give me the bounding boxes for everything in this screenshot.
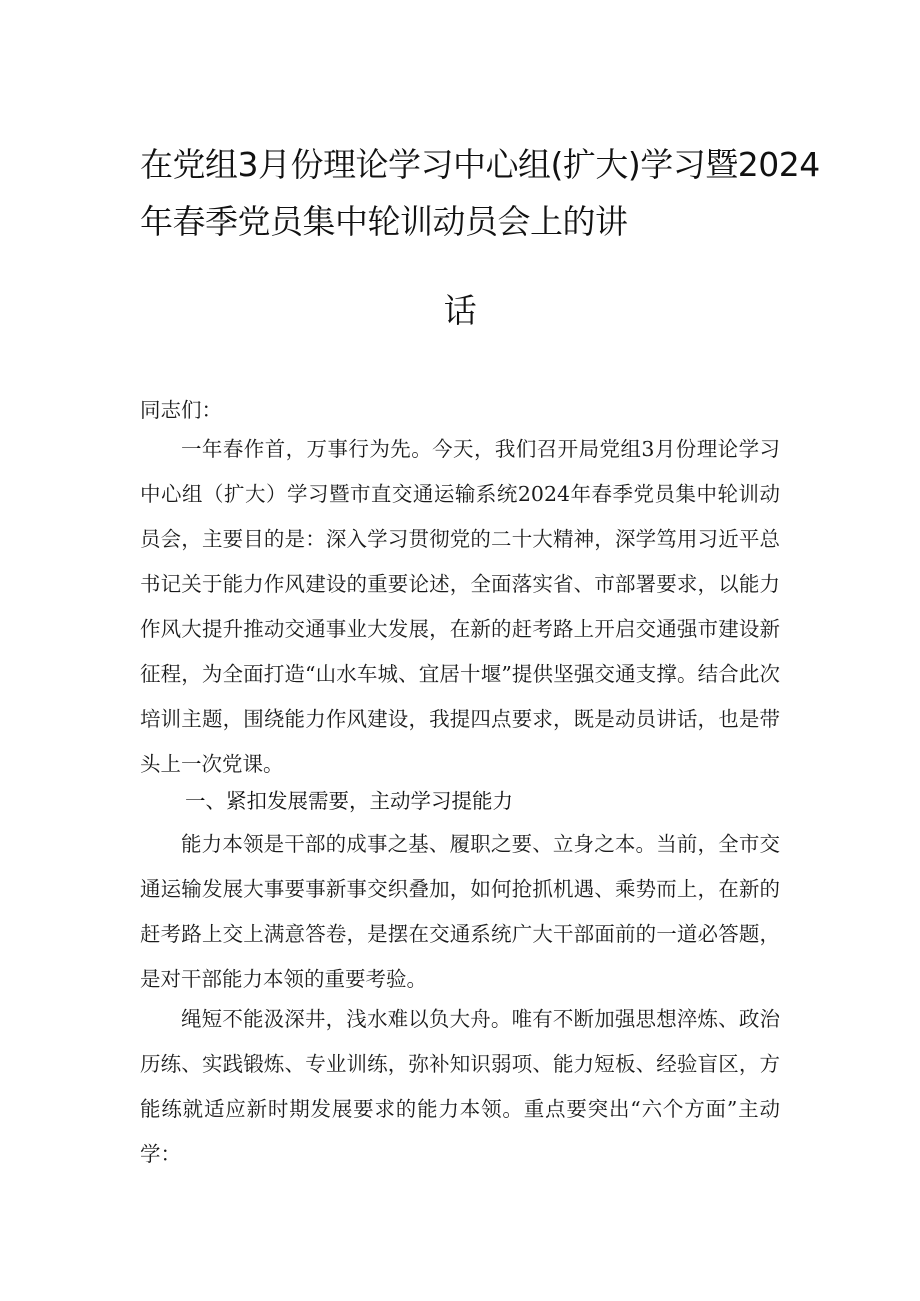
paragraph-six-aspects: 绳短不能汲深井，浅水难以负大舟。唯有不断加强思想淬炼、政治历练、实践锻炼、专业训练，弥补知识弱项、能力短板、经验盲区，方能练就适应新时期发展要求的能力本领。重点要突出“六个方面”主动学： — [140, 1007, 780, 1166]
document-title-line-1: 在党组3月份理论学习中心组(扩大)学习暨2024 — [140, 145, 820, 184]
document-title-line-3: 话 — [443, 291, 477, 330]
section-heading-1: 一、紧扣发展需要，主动学习提能力 — [185, 789, 513, 813]
salutation: 同志们： — [140, 398, 222, 422]
document-title-line-2: 年春季党员集中轮训动员会上的讲 — [140, 202, 628, 241]
paragraph-opening: 一年春作首，万事行为先。今天，我们召开局党组3月份理论学习中心组（扩大）学习暨市直交通运输系统2024年春季党员集中轮训动员会，主要目的是：深入学习贯彻党的二十大精神，深学笃用习近平总书记关于能力作风建设的重要论述，全面落实省、市部署要求，以能力作风大提升推动交通事业大发展，在新的赶考路上开启交通强市建设新征程，为全面打造“山水车城、宜居十堰”提供坚强交通支撑。结合此次培训主题，围绕能力作风建设，我提四点要求，既是动员讲话，也是带头上一次党课。 — [140, 437, 780, 776]
paragraph-capability: 能力本领是干部的成事之基、履职之要、立身之本。当前，全市交通运输发展大事要事新事交织叠加，如何抢抓机遇、乘势而上，在新的赶考路上交上满意答卷，是摆在交通系统广大干部面前的一道必答题，是对干部能力本领的重要考验。 — [140, 832, 780, 991]
